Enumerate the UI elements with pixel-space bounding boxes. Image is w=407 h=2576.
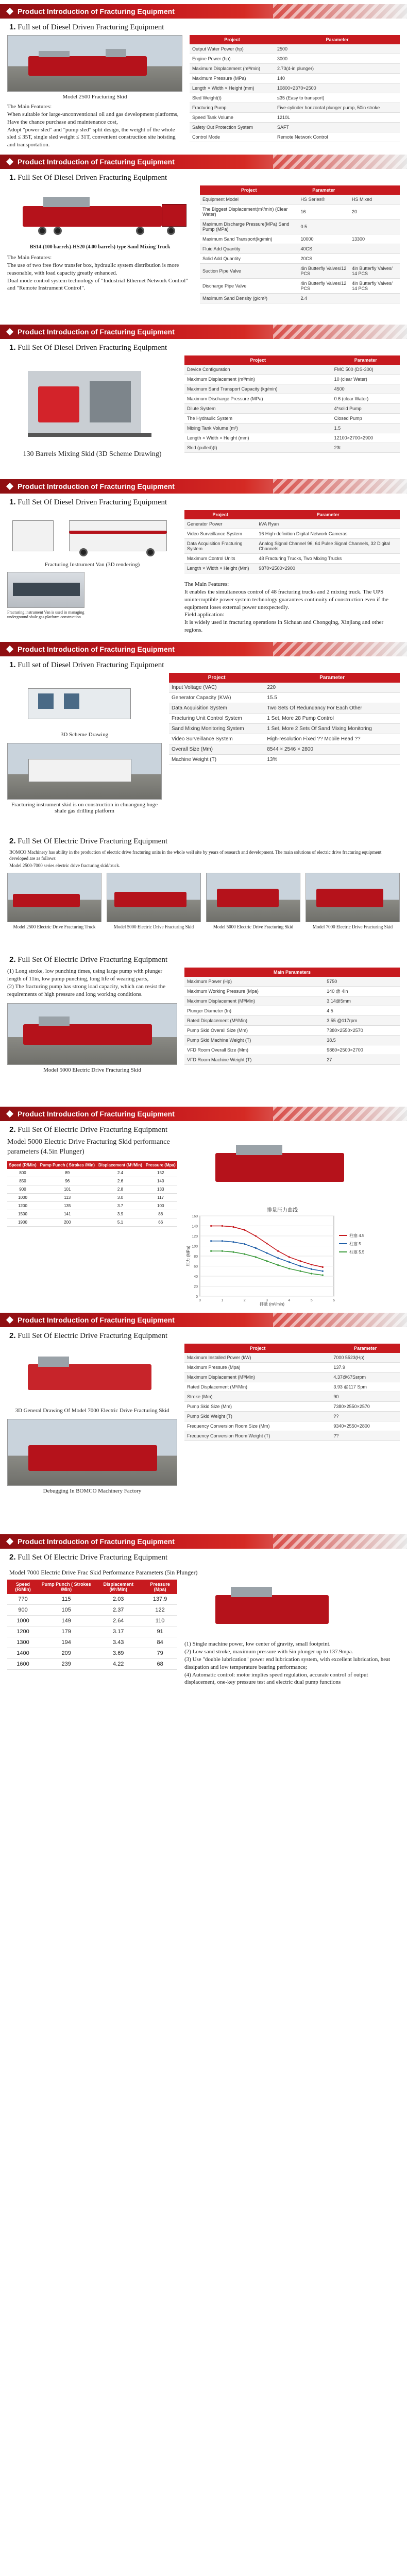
section-title: 2. Full Set Of Electric Drive Fracturing Equipment: [9, 837, 168, 845]
data-point: [311, 1268, 312, 1270]
chart-xlabel: 排量 (m³/min): [260, 1302, 284, 1307]
scheme-drawing: [7, 673, 162, 730]
model-2500-truck-photo: [7, 873, 101, 922]
x-tick-label: 2: [243, 1299, 246, 1302]
section-banner: Product Introduction of Fracturing Equipment: [0, 1534, 407, 1549]
data-point: [322, 1274, 324, 1276]
data-point: [210, 1240, 212, 1242]
chart-ylabel: 压力 (MPa): [186, 1246, 191, 1266]
y-tick-label: 160: [192, 1215, 198, 1218]
model-7000-3d-drawing: [7, 1344, 177, 1405]
section-sand-mixing-truck: [0, 150, 407, 320]
photo-caption: 130 Barrels Mixing Skid (3D Scheme Drawing): [23, 450, 162, 458]
photo-caption: Model 2500 Electric Drive Fracturing Truck: [13, 924, 96, 930]
section-title: 1. Full Set Of Diesel Driven Fracturing Equipment: [9, 173, 167, 182]
data-point: [322, 1270, 324, 1272]
section-title: 2. Full Set Of Electric Drive Fracturing Equipment: [9, 1331, 168, 1340]
legend-label: 柱塞 4.5: [349, 1233, 365, 1238]
diamond-icon: [6, 1538, 13, 1545]
data-point: [299, 1265, 301, 1267]
data-point: [244, 1243, 245, 1245]
section-diesel-skid: [0, 0, 407, 150]
photo-caption: Debugging In BOMCO Machinery Factory: [43, 1488, 142, 1494]
diamond-icon: [6, 1110, 13, 1117]
construction-site-photo: [7, 743, 162, 800]
spec-table: Project Parameter Equipment Model HS Series® HS Mixed The Biggest Displacement(m³/min) (Clear Water) 16 20 Maximum Discharge Pressure(MPa) Sand Pump (MPa) 0.5 Maximum Sand Transport(kg/min) 10000 13300 Fluid Add Quantity 40CS Solid Add Quantity 20CS Suction Pipe Valve 4in Butterfly Valves/12 PCS 4in Butterfly Valves/ 14 PCS Discharge Pipe Valve 4in Butterfly Valves/12 PCS 4in Butterfly Valves/ 14 PCS Maximum Sand Density (g/cm³) 2.4: [200, 185, 400, 303]
data-point: [311, 1264, 312, 1265]
section-electric-drive-intro: [0, 828, 407, 948]
section-banner: Product Introduction of Fracturing Equipment: [0, 1313, 407, 1327]
sand-mixing-truck-photo: [7, 185, 193, 242]
factory-debugging-photo: [7, 1419, 177, 1486]
y-tick-label: 100: [192, 1245, 198, 1249]
data-point: [266, 1260, 267, 1262]
model-7000-skid-render: [184, 1580, 400, 1636]
intro-sub: Model 2500-7000 series electric drive fracturing skid/truck.: [9, 863, 121, 869]
data-point: [222, 1250, 223, 1252]
data-point: [289, 1261, 290, 1263]
y-tick-label: 140: [192, 1225, 198, 1229]
instrument-van-interior-photo: [7, 572, 84, 608]
y-tick-label: 80: [194, 1255, 198, 1259]
data-point: [232, 1241, 234, 1243]
fracturing-skid-photo: [7, 35, 182, 92]
y-tick-label: 120: [192, 1235, 198, 1239]
y-tick-label: 20: [194, 1285, 198, 1289]
performance-table: Speed (R/Min) Pump Punch ( Strokes /Min) Displacement (M³/Min) Pressure (Mpa) 800 89 2.4 152 850 96 2.6 140 900 101 2.8 133 1000 113 3.0 117 1200 135 3.7 100 1500 141 3.9 88 1900 200 5.1 66: [7, 1161, 177, 1227]
section-title: 1. Full set of Diesel Driven Fracturing Equipment: [9, 660, 164, 669]
section-instrument-skid: [0, 638, 407, 828]
banner-stripe: [273, 4, 407, 19]
section-banner: Product Introduction of Fracturing Equipment: [0, 1107, 407, 1121]
photo-caption: Model 2500 Fracturing Skid: [62, 94, 127, 100]
y-tick-label: 40: [194, 1275, 198, 1279]
data-point: [266, 1252, 267, 1254]
data-point: [244, 1253, 245, 1255]
mixing-skid-3d-drawing: [7, 355, 177, 448]
data-point: [289, 1268, 290, 1269]
y-tick-label: 60: [194, 1265, 198, 1269]
model-7000-skid-photo: [306, 873, 400, 922]
data-point: [277, 1264, 279, 1266]
section-title: 1. Full Set Of Diesel Driven Fracturing Equipment: [9, 498, 167, 506]
spec-table: Main Parameters Maximum Power (Hp) 5750 Maximum Working Pressure (Mpa) 140 @ 4in Maximum Displacement (M³/Min) 3.14@5mm Plunger Diameter (In) 4.5 Rated Displacement (M³/Min) 3.55 @117rpm Pump Skid Overall Size (Mm) 7380×2550×2570 Pump Skid Machine Weight (T) 38.5 VFD Room Overall Size (Mm) 9860×2500×2700 VFD Room Machine Weight (T) 27: [184, 968, 400, 1065]
performance-heading: Model 7000 Electric Drive Frac Skid Performance Parameters (5in Plunger): [9, 1569, 198, 1576]
data-point: [277, 1257, 279, 1259]
banner-title: Product Introduction of Fracturing Equipment: [18, 7, 175, 15]
spec-table: Project Parameter Generator Power kVA Ryan Video Surveillance System 16 High-definition Digital Network Cameras Data Acquisition Fracturing System Analog Signal Channel 96, 64 Pulse Signal Channels, 32 Digital Channels Maximum Control Units 48 Fracturing Trucks, Two Mixing Trucks Length × Width × Height (Mm) 9870×2500×2900: [184, 510, 400, 573]
performance-table: Speed (R/Min) Pump Punch ( Strokes /Min) Displacement (M³/Min) Pressure (Mpa) 770 115 2.03 137.9 900 105 2.37 122 1000 149 2.64 110 1200 179 3.17 91 1300 194 3.43 84 1400 209 3.69 79 1600 239 4.22 68: [7, 1580, 177, 1670]
section-title: 2. Full Set Of Electric Drive Fracturing Equipment: [9, 1125, 168, 1134]
data-point: [311, 1273, 312, 1275]
diamond-icon: [6, 158, 13, 165]
photo-caption: Model 5000 Electric Drive Fracturing Skid: [213, 924, 294, 930]
data-point: [322, 1266, 324, 1268]
diamond-icon: [6, 483, 13, 490]
section-title: 2. Full Set Of Electric Drive Fracturing Equipment: [9, 955, 168, 964]
section-banner: [0, 4, 407, 19]
legend-label: 柱塞 5: [349, 1242, 361, 1246]
model-5000-skid-photo: [107, 873, 201, 922]
y-tick-label: 0: [196, 1295, 198, 1299]
x-tick-label: 3: [266, 1299, 268, 1302]
section-banner: Product Introduction of Fracturing Equipment: [0, 642, 407, 656]
section-5000-performance: [0, 1103, 407, 1309]
diamond-icon: [6, 1316, 13, 1324]
chart-title: 排量压力曲线: [267, 1208, 298, 1213]
x-tick-label: 6: [333, 1299, 335, 1302]
data-point: [232, 1226, 234, 1228]
instrument-van-rendering: [7, 510, 177, 560]
features-text: The Main Features: The use of two free flow transfer box, hydraulic system distribution is more reasonable, with load capacity greatly enhanced. Dual mode control system technology of "Industrial Ethernet Network Control" and "Remote Instrument Control".: [7, 255, 188, 292]
spec-table: Project Parameter Device Configuration FMC 500 (DS-300) Maximum Displacement (m³/min) 10 (clear Water) Maximum Sand Transport Capacity (kg/min) 4500 Maximum Discharge Pressure (MPa) 0.6 (clear Water) Dilute System 4*solid Pump The Hydraulic System Closed Pump Mixing Tank Volume (m³) 1.5 Length × Width × Height (mm) 12100×2700×2900 Skid (pulled)(t) 23t: [184, 355, 400, 453]
photo-caption: Model 5000 Electric Drive Fracturing Skid: [43, 1067, 141, 1074]
intro-text: BOMCO Machinery has ability in the production of electric drive fracturing units in the whole well site by years of research and development. The main solutions of electric drive fracturing equipment developed are as follows:: [9, 850, 382, 861]
features-text: The Main Features: When suitable for large-unconventional oil and gas development platforms, Have the chance purchase and maintenance cost, Adopt "power sled" and "pump sled" split design, the weight of the whole sled ≤ 35T, single sled weight ≤ 31T, convenient construction site hoisting and transportation.: [7, 104, 179, 148]
data-point: [266, 1243, 267, 1244]
diamond-icon: [6, 646, 13, 653]
features-text: (1) Long stroke, low punching times, using large pump with plunger length of 11in, low pump punching, long life of wearing parts, (2) The fracturing pump has strong load capacity, which can resist the requirements of high pressure and long working conditions.: [7, 968, 165, 997]
section-model-7000: [0, 1309, 407, 1530]
data-point: [255, 1247, 257, 1249]
section-banner: Product Introduction of Fracturing Equipment: [0, 479, 407, 494]
model-5000-skid-photo: [7, 1003, 177, 1065]
spec-table: Project Parameter Input Voltage (VAC) 220 Generator Capacity (KVA) 15.5 Data Acquisition System Two Sets Of Redundancy For Each Other Fracturing Unit Control System 1 Set, More 28 Pump Control Sand Mixing Monitoring System 1 Set, More 2 Sets Of Sand Mixing Monitoring Video Surveillance System High-resolution Fixed ?? Mobile Head ?? Overall Size (Mm) 8544 × 2546 × 2800 Machine Weight (T) 13%: [169, 673, 400, 765]
diamond-icon: [6, 8, 13, 15]
data-point: [299, 1260, 301, 1262]
section-instrument-van: [0, 475, 407, 638]
photo-caption: BS14-(100 barrels)-HS20 (4.00 barrels) type Sand Mixing Truck: [29, 244, 171, 250]
section-banner: Product Introduction of Fracturing Equipment: [0, 325, 407, 339]
section-mixing-skid: [0, 320, 407, 475]
model-5000-skid-photo-2: [206, 873, 300, 922]
section-title: 2. Full Set Of Electric Drive Fracturing Equipment: [9, 1553, 168, 1562]
x-tick-label: 0: [199, 1299, 201, 1302]
data-point: [277, 1250, 279, 1252]
section-7000-performance: [0, 1530, 407, 1747]
features-text: (1) Single machine power, low center of gravity, small footprint. (2) Low sand stroke, maximum pressure with 5in plunger up to 137.9mpa. (3) Use "double lubrication" power end lubrication system, with excellent lubrication, heat dissipation and low temperature bearing performance; (4) Automatic control: motor implies speed regulation, accurate control of output displacement, one-key pressure test and electric dual pump functions: [184, 1641, 391, 1686]
performance-chart: [184, 1205, 380, 1308]
data-point: [210, 1225, 212, 1227]
x-tick-label: 5: [310, 1299, 313, 1302]
performance-heading: Model 5000 Electric Drive Fracturing Skid performance parameters (4.5in Plunger): [7, 1138, 170, 1156]
data-point: [255, 1256, 257, 1258]
diamond-icon: [6, 328, 13, 335]
section-model-5000: [0, 948, 407, 1103]
data-point: [299, 1270, 301, 1272]
spec-table: Project Parameter Maximum Installed Power (kW) 7000 5523(Hp) Maximum Pressure (Mpa) 137.9 Maximum Displacement (M³/Min) 4.37@67Ssrpm Rated Displacement (M³/Min) 3.93 @117 Spm Stroke (Mm) 90 Pump Skid Size (Mm) 7380×2550×2570 Pump Skid Weight (T) ?? Frequency Conversion Room Size (Mm) 9340×2550×2800 Frequency Conversion Room Weight (T) ??: [184, 1344, 400, 1441]
photo-caption: Fracturing Instrument Van (3D rendering): [44, 562, 140, 568]
x-tick-label: 1: [221, 1299, 224, 1302]
data-point: [222, 1240, 223, 1242]
photo-caption: 3D Scheme Drawing: [60, 732, 109, 738]
photo-caption: Model 5000 Electric Drive Fracturing Skid: [113, 924, 194, 930]
data-point: [289, 1256, 290, 1258]
photo-caption: 3D General Drawing Of Model 7000 Electric Drive Fracturing Skid: [15, 1408, 169, 1414]
model-5000-skid-render: [184, 1138, 400, 1199]
data-point: [255, 1235, 257, 1236]
photo-caption: Model 7000 Electric Drive Fracturing Skid: [312, 924, 393, 930]
photo-caption: Fracturing instrument Van is used in managing underground shale gas platform construction: [7, 610, 84, 619]
x-tick-label: 4: [288, 1299, 291, 1302]
photo-caption: Fracturing instrument skid is on construction in chuangung huge shale gas drilling platform: [11, 802, 158, 814]
section-banner: Product Introduction of Fracturing Equipment: [0, 155, 407, 169]
data-point: [210, 1250, 212, 1252]
data-point: [232, 1251, 234, 1253]
data-point: [222, 1225, 223, 1227]
spec-table: Project Parameter Output Water Power (hp) 2500 Engine Power (hp) 3000 Maximum Displacement (m³/min) 2.73(4-in plunger) Maximum Pressure (MPa) 140 Length × Width × Height (mm) 10800×2370×2500 Sled Weight(t) ≤35 (Easy to transport) Fracturing Pump Five-cylinder horizontal plunger pump, 50in stroke Speed Tank Volume 1210L Safety Out Protection System SAFT Control Mode Remote Network Control: [190, 35, 400, 142]
features-text: The Main Features: It enables the simultaneous control of 48 fracturing trucks and 2 mixing truck. The UPS uninterruptible power system technology guarantees continuity of construction even if the equipment loses external power unexpectedly. Field application: It is widely used in fracturing operations in Sichuan and Chongqing, Xinjiang and other regions.: [184, 581, 388, 634]
legend-label: 柱塞 5.5: [349, 1250, 365, 1255]
section-title: 1. Full Set Of Diesel Driven Fracturing Equipment: [9, 343, 167, 352]
data-point: [244, 1229, 245, 1231]
section-title: 1. Full set of Diesel Driven Fracturing Equipment: [9, 23, 164, 31]
